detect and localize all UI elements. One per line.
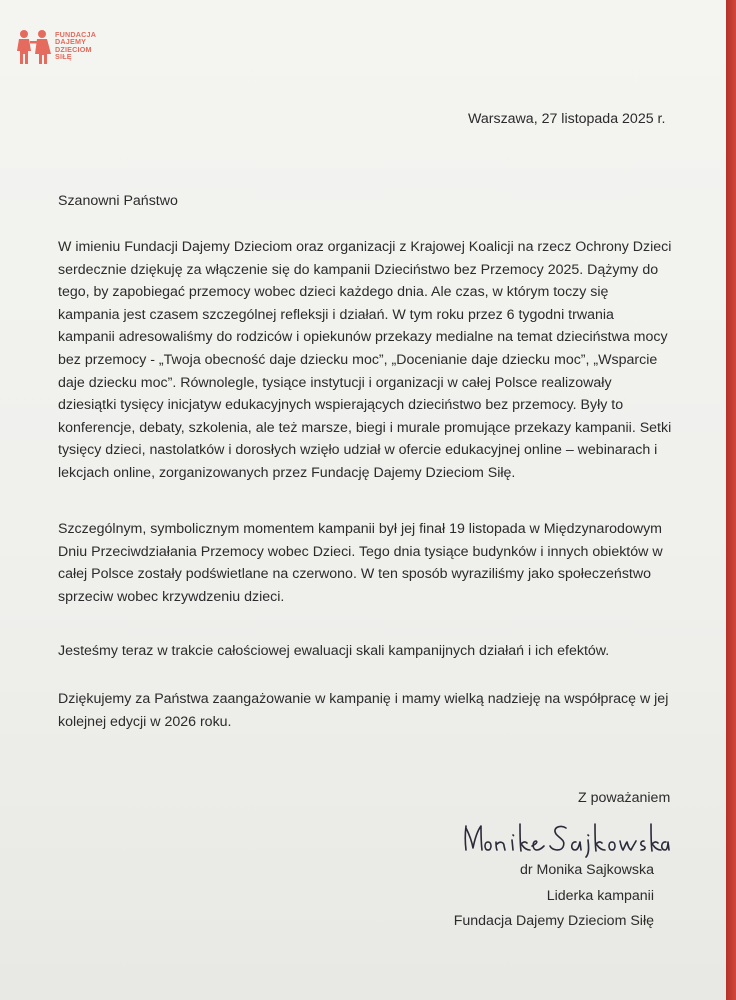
background-edge bbox=[726, 0, 736, 1000]
logo-line: DZIECIOM bbox=[55, 44, 92, 54]
paragraph-evaluation: Jesteśmy teraz w trakcie całościowej ewaluacji skali kampanijnych działań i ich efektów. bbox=[58, 643, 610, 659]
signer-name: dr Monika Sajkowska bbox=[519, 862, 654, 878]
signer-organization: Fundacja Dajemy Dzieciom Siłę bbox=[453, 913, 654, 929]
handwritten-signature bbox=[460, 818, 670, 858]
children-figures-icon bbox=[16, 28, 52, 66]
logo-line: FUNDACJA bbox=[55, 30, 97, 39]
salutation: Szanowni Państwo bbox=[58, 193, 178, 209]
signer-role: Liderka kampanii bbox=[546, 888, 654, 904]
paragraph-thanks: Dziękujemy za Państwa zaangażowanie w kampanię i mamy wielką nadzieję na współpracę w jej kolejnej edycji w 2026 roku. bbox=[58, 691, 669, 730]
paragraph-campaign-summary: W imieniu Fundacji Dajemy Dzieciom oraz organizacji z Krajowej Koalicji na rzecz Ochrony Dzieci serdecznie dziękuję za włączenie się do kampanii Dzieciństwo bez Przemocy 2025. Dążymy do tego, by zapobiegać przemocy wobec dzieci każdego dnia. Ale czas, w którym toczy się kampania jest czasem szczególnej refleksji i działań. W tym roku przez 6 tygodni trwania kampanii adresowaliśmy do rodziców i opiekunów przekazy medialne na temat dzieciństwa mocy bez przemocy - „Twoja obecność daje dziecku moc”, „Docenianie daje dziecku moc”, „Wsparcie daje dziecku moc”. Równolegle, tysiące instytucji i organizacji w całej Polsce realizowały dziesiątki tysięcy inicjatyw edukacyjnych wspierających dzieciństwo bez przemocy. Były to konferencje, debaty, szkolenia, ale też marsze, biegi i murale promujące przekazy kampanii. Setki tysięcy dzieci, nastolatków i dorosłych wzięło udział w ofercie edukacyjnej online – webinarach i lekcjach online, zorganizowanych przez Fundację Dajemy Dzieciom Siłę. bbox=[58, 239, 672, 481]
logo-line: DAJEMY bbox=[55, 37, 87, 47]
logo-wordmark bbox=[55, 31, 96, 61]
letter-date: Warszawa, 27 listopada 2025 r. bbox=[468, 111, 666, 127]
foundation-logo bbox=[16, 28, 96, 66]
paragraph-final-event: Szczególnym, symbolicznym momentem kampanii był jej finał 19 listopada w Międzynarodowym Dniu Przeciwdziałania Przemocy wobec Dzieci. Tego dnia tysiące budynków i innych obiektów w całej Polsce zostały podświetlane na czerwono. W ten sposób wyraziliśmy jako społeczeństwo sprzeciw wobec krzywdzeniu dzieci. bbox=[58, 521, 663, 605]
closing-phrase: Z poważaniem bbox=[578, 790, 671, 806]
logo-line: SIŁĘ bbox=[55, 52, 72, 62]
